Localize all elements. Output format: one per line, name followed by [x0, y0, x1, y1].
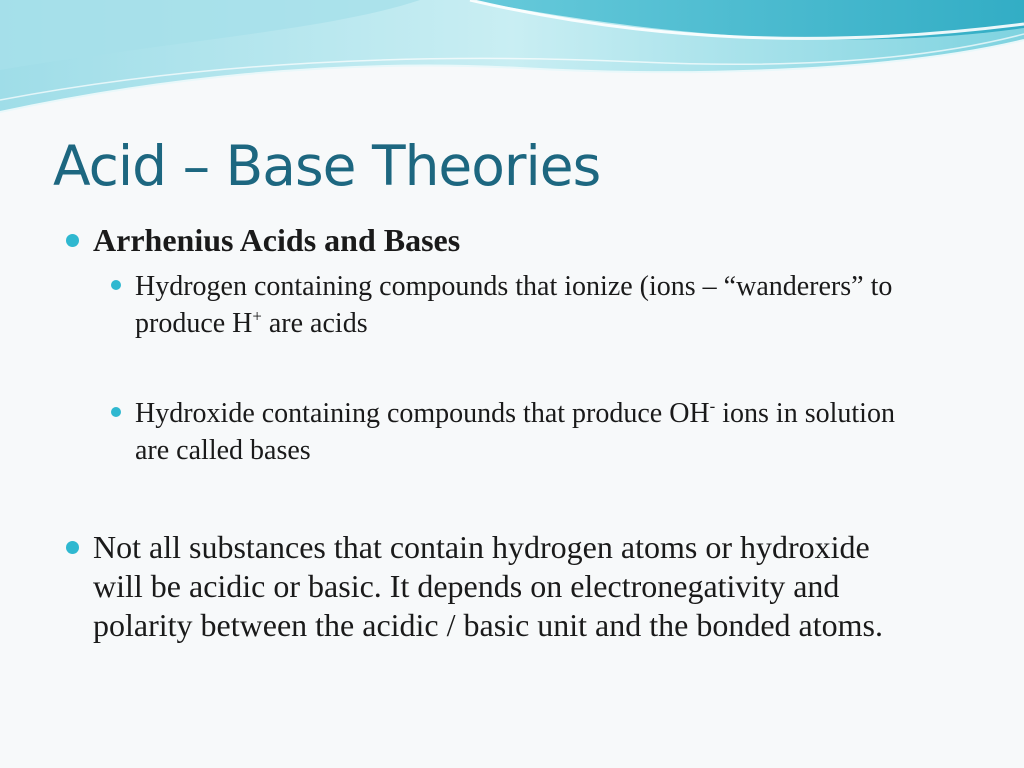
superscript-minus: -	[709, 396, 716, 416]
subbullet-text-before: Hydrogen containing compounds that ionize (ions – “wanderers” to produce H	[135, 271, 893, 339]
subbullet-text-before: Hydroxide containing compounds that produce OH	[135, 398, 710, 429]
bullet-dot-icon	[66, 541, 79, 554]
bullet-text: Not all substances that contain hydrogen atoms or hydroxide will be acidic or basic. It depends on electronegativity and polarity between the acidic / basic unit and the bonded atoms.	[93, 529, 883, 643]
superscript-plus: +	[252, 306, 262, 326]
bullet-dot-icon	[111, 407, 121, 417]
bullet-text: Arrhenius Acids and Bases	[93, 222, 461, 258]
header-wave-decoration	[0, 0, 1024, 130]
slide-title: Acid – Base Theories	[53, 134, 601, 198]
bullet-not-all-substances	[93, 528, 918, 645]
bullet-dot-icon	[111, 280, 121, 290]
bullet-dot-icon	[66, 234, 79, 247]
subbullet-text-after: ions in solution are called bases	[135, 398, 895, 466]
subbullet-hydrogen	[135, 268, 925, 342]
bullet-arrhenius	[93, 221, 993, 260]
subbullet-text-after: are acids	[261, 308, 368, 339]
subbullet-hydroxide	[135, 395, 925, 469]
